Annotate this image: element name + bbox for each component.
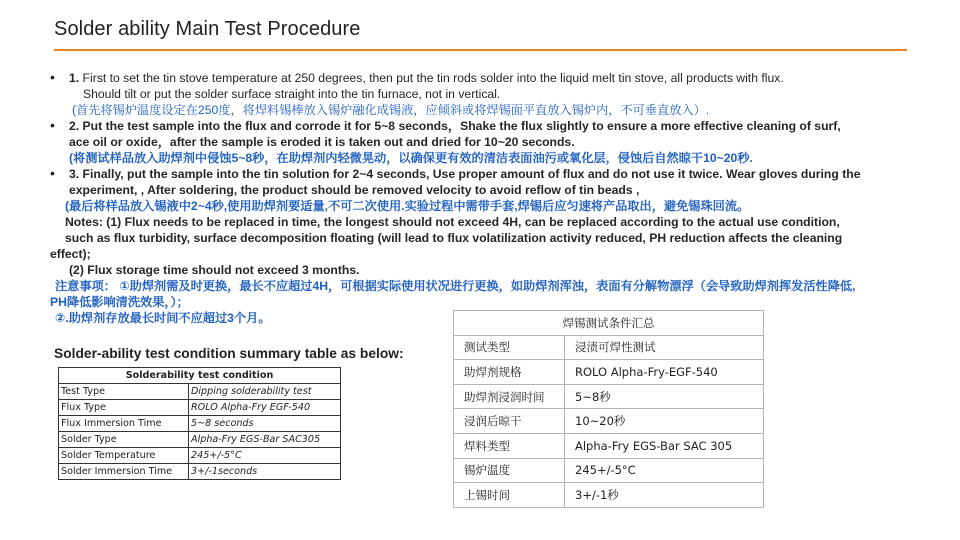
en-row-value: Alpha-Fry EGS-Bar SAC305 — [189, 432, 341, 448]
en-row-value: 3+/-1seconds — [189, 464, 341, 480]
en-row-key: Flux Type — [59, 400, 189, 416]
cn-row-key: 锡炉温度 — [454, 458, 565, 483]
step-1-text: First to set the tin stove temperature at 250 degrees, then put the tin rods solder into the liquid melt tin stove, all products with flux. — [79, 71, 784, 85]
step-3-text-cont: experiment, , After soldering, the product should be removed velocity to avoid reflow of tin beads , — [69, 183, 640, 197]
en-row-key: Test Type — [59, 384, 189, 400]
en-summary-table — [58, 367, 341, 480]
note-cn-1-cont: PH降低影响清洗效果，）； — [50, 295, 189, 309]
table-row — [454, 458, 764, 483]
table-row — [454, 483, 764, 508]
note-1-cont: such as flux turbidity, surface decomposition floating (will lead to flux volatilization activity reduced, PH reduction affects the cleaning — [65, 231, 843, 245]
bullet-icon: • — [50, 69, 55, 85]
bullet-icon: • — [50, 117, 55, 133]
cn-row-key: 焊料类型 — [454, 433, 565, 458]
cn-table-header: 焊锡测试条件汇总 — [454, 311, 764, 336]
cn-row-value: 10~20秒 — [565, 409, 764, 434]
bullet-icon: • — [50, 165, 55, 181]
cn-row-key: 测试类型 — [454, 335, 565, 360]
en-row-key: Solder Immersion Time — [59, 464, 189, 480]
cn-row-value: ROLO Alpha-Fry-EGF-540 — [565, 360, 764, 385]
table-header-row — [454, 311, 764, 336]
en-row-value: 245+/-5°C — [189, 448, 341, 464]
step-3 — [50, 166, 950, 182]
table-row — [454, 433, 764, 458]
step-2 — [50, 118, 950, 134]
cn-row-value: 5~8秒 — [565, 384, 764, 409]
summary-heading: Solder-ability test condition summary table as below: — [54, 346, 404, 361]
step-1-cn: (首先将锡炉温度设定在250度，将焊料锡棒放入锡炉融化成锡液，应倾斜或将焊锡面平直放入锡炉内，不可垂直放入）. — [72, 103, 710, 117]
note-2: (2) Flux storage time should not exceed 3 months. — [69, 263, 360, 277]
table-row — [59, 464, 341, 480]
page-title: Solder ability Main Test Procedure — [54, 18, 361, 40]
note-1: Notes: (1) Flux needs to be replaced in time, the longest should not exceed 4H, can be replaced according to the actual use condition, — [65, 215, 840, 229]
en-table-header: Solderability test condition — [59, 368, 341, 384]
cn-summary-table — [453, 310, 764, 508]
note-cn-2: ②.助焊剂存放最长时间不应超过3个月。 — [55, 311, 271, 325]
en-row-value: 5~8 seconds — [189, 416, 341, 432]
table-row — [59, 400, 341, 416]
procedure-text — [50, 70, 950, 326]
step-2-cn: (将测试样品放入助焊剂中侵蚀5~8秒，在助焊剂内轻微晃动，以确保更有效的清洁表面油污或氧化层，侵蚀后自然晾干10~20秒. — [69, 151, 753, 165]
table-row — [59, 432, 341, 448]
table-row — [59, 448, 341, 464]
en-row-value: Dipping solderability test — [189, 384, 341, 400]
cn-row-value: 3+/-1秒 — [565, 483, 764, 508]
cn-row-key: 浸润后晾干 — [454, 409, 565, 434]
step-2-text-cont: ace oil or oxide，after the sample is eroded it is taken out and dried for 10~20 seconds. — [69, 135, 575, 149]
table-row — [454, 409, 764, 434]
step-1-text-cont: Should tilt or put the solder surface straight into the tin furnace, not in vertical. — [83, 87, 501, 101]
cn-row-key: 助焊剂规格 — [454, 360, 565, 385]
table-row — [454, 335, 764, 360]
title-underline — [54, 49, 907, 51]
cn-row-key: 上锡时间 — [454, 483, 565, 508]
step-3-text: 3. Finally, put the sample into the tin solution for 2~4 seconds, Use proper amount of flux and do not use it twice. Wear gloves during the — [69, 167, 861, 181]
cn-row-value: 245+/-5°C — [565, 458, 764, 483]
step-3-cn: (最后将样品放入锡液中2~4秒,使用助焊剂要适量,不可二次使用.实验过程中需带手套,焊锡后应匀速将产品取出，避免锡珠回流。 — [65, 199, 750, 213]
step-1-number: 1. — [69, 71, 80, 85]
table-row — [454, 384, 764, 409]
step-2-text: 2. Put the test sample into the flux and corrode it for 5~8 seconds，Shake the flux slightly to ensure a more effective cleaning of surf, — [69, 119, 841, 133]
en-row-key: Solder Temperature — [59, 448, 189, 464]
en-row-key: Flux Immersion Time — [59, 416, 189, 432]
note-cn-1: 注意事项： ①助焊剂需及时更换，最长不应超过4H，可根据实际使用状况进行更换，如助焊剂浑浊，表面有分解物漂浮（会导致助焊剂挥发活性降低, — [55, 279, 856, 293]
en-row-value: ROLO Alpha-Fry EGF-540 — [189, 400, 341, 416]
en-row-key: Solder Type — [59, 432, 189, 448]
cn-row-value: Alpha-Fry EGS-Bar SAC 305 — [565, 433, 764, 458]
table-row — [59, 416, 341, 432]
table-row — [454, 360, 764, 385]
step-1 — [50, 70, 950, 86]
table-header-row — [59, 368, 341, 384]
cn-row-key: 助焊剂浸润时间 — [454, 384, 565, 409]
cn-row-value: 浸渍可焊性测试 — [565, 335, 764, 360]
table-row — [59, 384, 341, 400]
note-1-end: effect); — [50, 247, 91, 261]
